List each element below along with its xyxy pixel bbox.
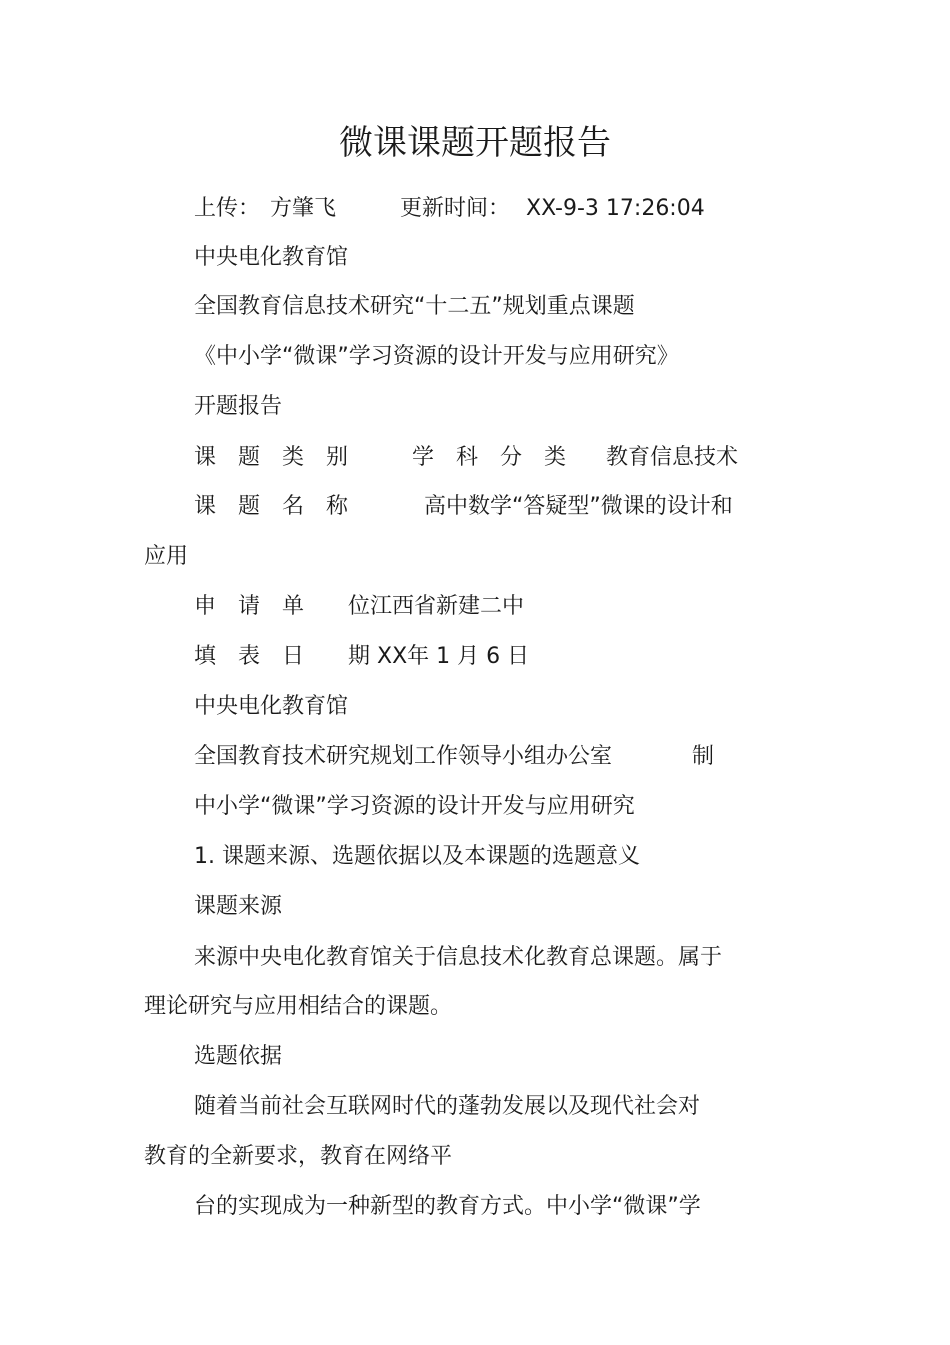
project-line: 《中小学“微课”学习资源的设计开发与应用研究》 xyxy=(194,344,679,369)
basis-paragraph-line-1: 随着当前社会互联网时代的蓬勃发展以及现代社会对 xyxy=(194,1094,701,1119)
source-paragraph-line-1: 来源中央电化教育馆关于信息技术化教育总课题。属于 xyxy=(194,945,723,970)
org-line-1: 中央电化教育馆 xyxy=(194,245,349,270)
section-heading-1: 1. 课题来源、选题依据以及本课题的选题意义 xyxy=(194,844,640,869)
updated-value: XX-9-3 17:26:04 xyxy=(526,196,705,221)
applicant-value: 位江西省新建二中 xyxy=(348,594,525,619)
basis-paragraph-line-2: 教育的全新要求，教育在网络平 xyxy=(144,1144,453,1169)
document-title: 微课课题开题报告 xyxy=(339,123,611,163)
source-paragraph-line-2: 理论研究与应用相结合的课题。 xyxy=(144,994,453,1019)
source-heading: 课题来源 xyxy=(194,894,283,919)
date-label: 填 表 日 xyxy=(194,644,305,669)
basis-paragraph-line-3: 台的实现成为一种新型的教育方式。中小学“微课”学 xyxy=(194,1194,701,1219)
category-value: 教育信息技术 xyxy=(606,445,739,470)
name-value: 高中数学“答疑型”微课的设计和 xyxy=(424,494,733,519)
name-label: 课 题 名 称 xyxy=(194,494,349,519)
updated-label: 更新时间： xyxy=(400,196,511,221)
date-value: 期 XX年 1 月 6 日 xyxy=(348,644,530,669)
report-type-line: 开题报告 xyxy=(194,394,283,419)
uploader-label: 上传： xyxy=(194,196,261,221)
applicant-label: 申 请 单 xyxy=(194,594,305,619)
project-line-2: 中小学“微课”学习资源的设计开发与应用研究 xyxy=(194,794,635,819)
office-suffix: 制 xyxy=(692,744,715,769)
name-value-continued: 应用 xyxy=(144,544,189,569)
org-line-2: 中央电化教育馆 xyxy=(194,694,349,719)
category-sub-label: 学 科 分 类 xyxy=(412,445,567,470)
program-line: 全国教育信息技术研究“十二五”规划重点课题 xyxy=(194,294,635,319)
uploader-name: 方肇飞 xyxy=(270,196,337,221)
office-name: 全国教育技术研究规划工作领导小组办公室 xyxy=(194,744,613,769)
category-label: 课 题 类 别 xyxy=(194,445,349,470)
basis-heading: 选题依据 xyxy=(194,1044,283,1069)
